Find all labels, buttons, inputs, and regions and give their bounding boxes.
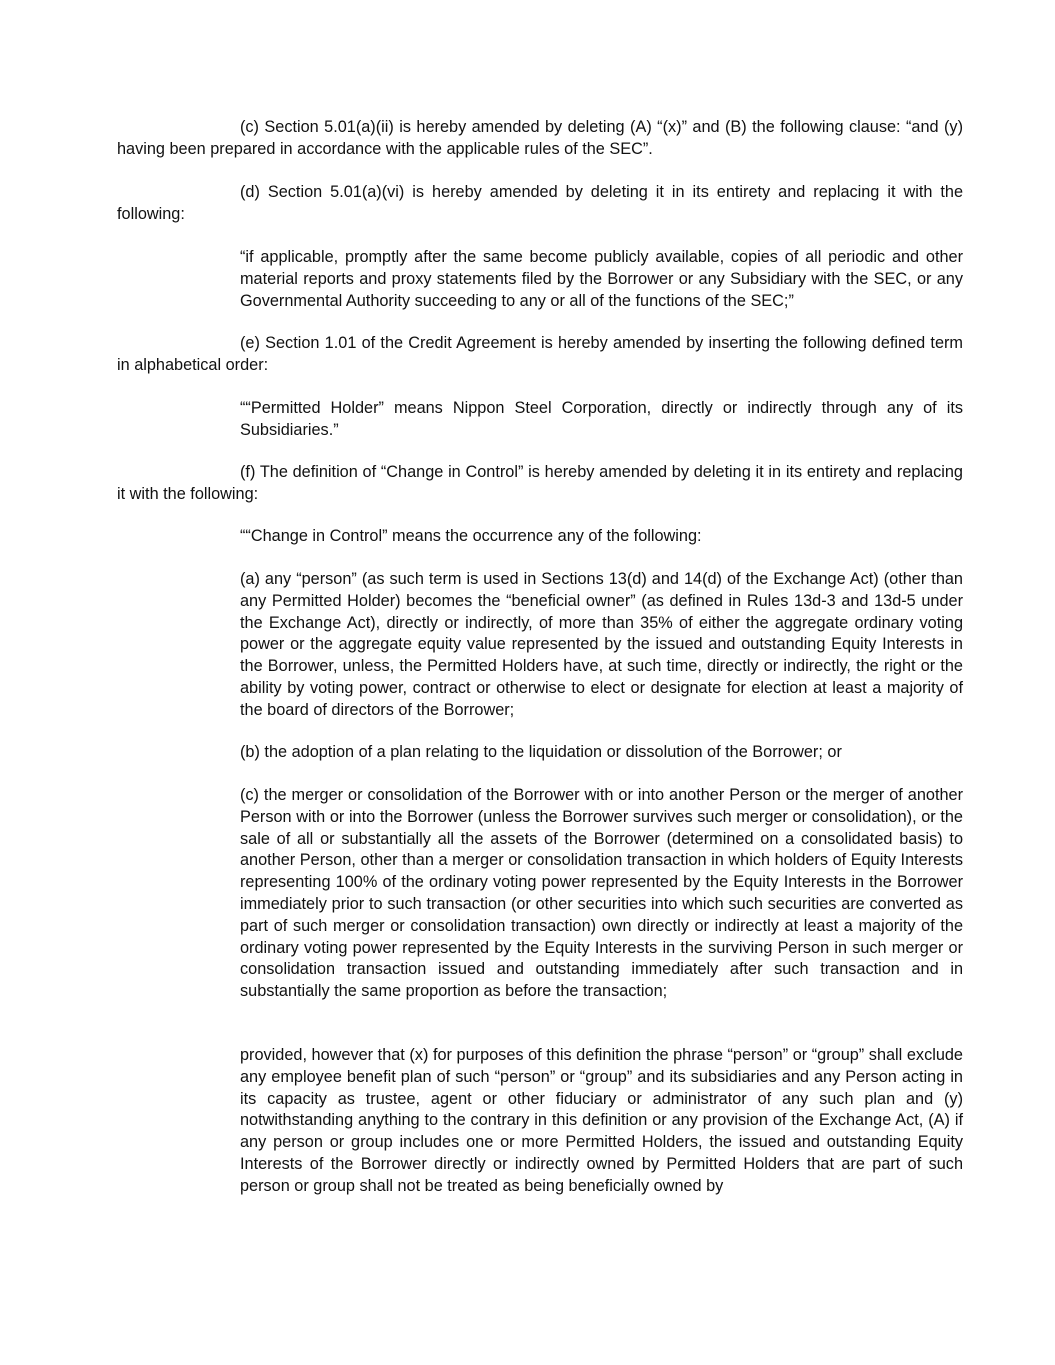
- paragraph-c: (c) Section 5.01(a)(ii) is hereby amended by deleting (A) “(x)” and (B) the following clause: “and (y) having been prepared in accordance with the applicable rules of the SEC”.: [117, 118, 963, 158]
- paragraph-f: (f) The definition of “Change in Control” is hereby amended by deleting it in its entirety and replacing it with the following:: [117, 463, 963, 503]
- paragraph-f-b: (b) the adoption of a plan relating to the liquidation or dissolution of the Borrower; or: [240, 743, 842, 761]
- paragraph-f-quote: ““Change in Control” means the occurrence any of the following:: [240, 527, 702, 545]
- paragraph-proviso: provided, however that (x) for purposes of this definition the phrase “person” or “group” shall exclude any employee benefit plan of such “person” or “group” and its subsidiaries and any Person acting in its capacity as trustee, agent or other fiduciary or administrator of any such plan and (y) notwithstanding anything to the contrary in this definition or any provision of the Exchange Act, (A) if any person or group includes one or more Permitted Holders, the issued and outstanding Equity Interests of the Borrower directly or indirectly owned by Permitted Holders that are part of such person or group shall not be treated as being beneficially owned by: [240, 1046, 963, 1195]
- paragraph-f-a: (a) any “person” (as such term is used in Sections 13(d) and 14(d) of the Exchange Act) (other than any Permitted Holder) becomes the “beneficial owner” (as defined in Rules 13d-3 and 13d-5 under the Exchange Act), directly or indirectly, of more than 35% of either the aggregate ordinary voting power or the aggregate equity value represented by the issued and outstanding Equity Interests in the Borrower, unless, the Permitted Holders have, at such time, directly or indirectly, the right or the ability by voting power, contract or otherwise to elect or designate for election at least a majority of the board of directors of the Borrower;: [240, 570, 963, 719]
- paragraph-f-c: (c) the merger or consolidation of the Borrower with or into another Person or the merger of another Person with or into the Borrower (unless the Borrower survives such merger or consolidation), or the sale of all or substantially all the assets of the Borrower (determined on a consolidated basis) to another Person, other than a merger or consolidation transaction in which holders of Equity Interests representing 100% of the ordinary voting power represented by the Equity Interests in the Borrower immediately prior to such transaction (or other securities into which such securities are converted as part of such merger or consolidation transaction) own directly or indirectly at least a majority of the ordinary voting power represented by the Equity Interests in the surviving Person in such merger or consolidation transaction issued and outstanding immediately after such transaction and in substantially the same proportion as before the transaction;: [240, 786, 963, 1001]
- paragraph-e: (e) Section 1.01 of the Credit Agreement is hereby amended by inserting the following defined term in alphabetical order:: [117, 334, 963, 374]
- paragraph-d: (d) Section 5.01(a)(vi) is hereby amended by deleting it in its entirety and replacing it with the following:: [117, 183, 963, 223]
- paragraph-e-quote: ““Permitted Holder” means Nippon Steel Corporation, directly or indirectly through any of its Subsidiaries.”: [240, 399, 963, 439]
- paragraph-d-quote: “if applicable, promptly after the same become publicly available, copies of all periodic and other material reports and proxy statements filed by the Borrower or any Subsidiary with the SEC, or any Governmental Authority succeeding to any or all of the functions of the SEC;”: [240, 248, 963, 310]
